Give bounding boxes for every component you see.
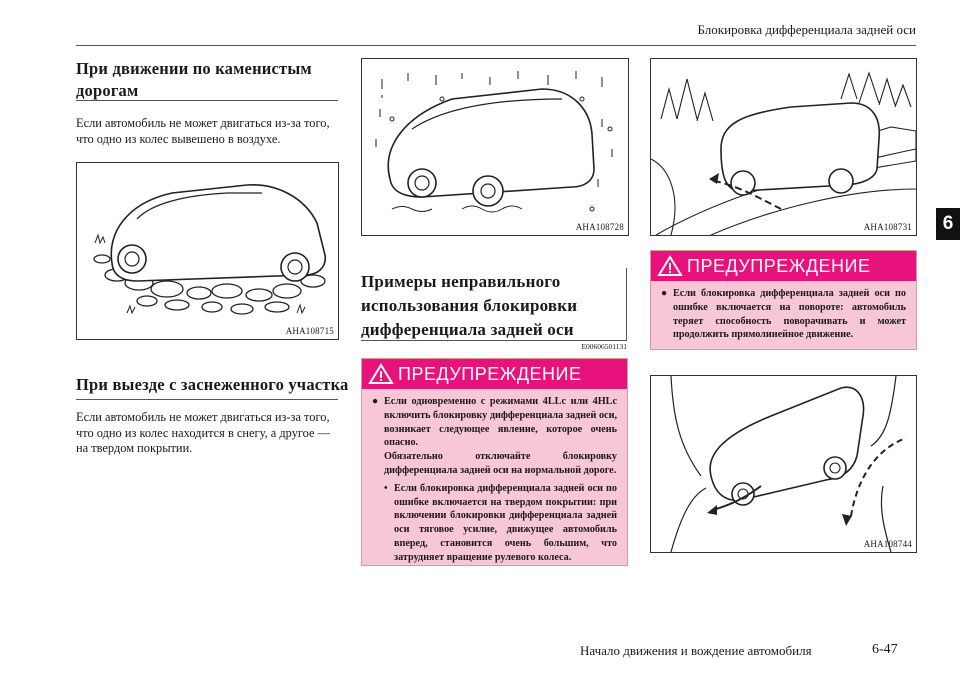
warning-triangle-icon	[657, 255, 683, 277]
misuse-examples-vrule	[626, 268, 627, 340]
warning-item	[661, 287, 906, 342]
snow-car-figure	[361, 58, 629, 236]
warning-paragraph: Обязательно отключайте блокировку дифференциала задней оси на нормальной дороге.	[384, 451, 617, 476]
snowy-exit-heading: При выезде с заснеженного участка	[76, 375, 349, 394]
figure-code: AHA108728	[575, 222, 624, 232]
figure-code: AHA108715	[285, 326, 334, 336]
chapter-tab: 6	[936, 208, 960, 240]
reference-code: E00606501131	[581, 342, 627, 351]
warning-turn-body	[661, 287, 906, 342]
rocky-roads-rule	[76, 100, 338, 101]
car-on-rocks-illustration	[77, 163, 338, 339]
warning-paragraph: Если одновременно с режимами 4LLc или 4HLc включить блокировку дифференциала задней оси, возникает следующее явление, которое очень опасно.	[384, 396, 617, 449]
warning-sub-text: Если блокировка дифференциала задней оси по ошибке включается на твердом покрытии: при включении блокировки дифференциала задней оси тяговое усилие, движущее автомобиль вперед, становится очень большим, что затрудняет вращение рулевого колеса.	[394, 482, 617, 563]
mountain-turn-figure	[650, 58, 917, 236]
bullet-icon: ●	[372, 396, 379, 407]
warning-item	[372, 395, 617, 565]
car-turning-on-mountain-road-illustration	[651, 59, 916, 235]
footer-section-title: Начало движения и вождение автомобиля	[580, 643, 812, 658]
warning-main-body	[372, 395, 617, 565]
rocky-roads-heading: При движении по каменистым дорогам	[76, 59, 312, 100]
warning-title: ПРЕДУПРЕЖДЕНИЕ	[398, 363, 582, 384]
running-header: Блокировка дифференциала задней оси	[697, 22, 916, 37]
warning-triangle-icon	[368, 363, 394, 385]
warning-paragraph: Если блокировка дифференциала задней оси по ошибке включается на повороте: автомобиль теряет способность поворачивать и может продолжить прямолинейное движение.	[673, 288, 906, 341]
snowy-exit-text: Если автомобиль не может двигаться из-за того, что одно из колес находится в снегу, а другое — на твердом покрытии.	[76, 410, 331, 455]
warning-sub-item	[384, 482, 617, 565]
warning-box-turn	[650, 250, 917, 350]
snowy-exit-rule	[76, 399, 338, 400]
rocky-road-figure	[76, 162, 339, 340]
misuse-examples-heading: Примеры неправильного использования блокировки дифференциала задней оси	[361, 272, 578, 339]
header-rule	[76, 45, 916, 46]
warning-title: ПРЕДУПРЕЖДЕНИЕ	[687, 255, 871, 276]
misuse-examples-rule	[361, 340, 627, 341]
warning-box-main	[361, 358, 628, 566]
figure-code: AHA108731	[863, 222, 912, 232]
intersection-turn-figure	[650, 375, 917, 553]
car-in-snow-illustration	[362, 59, 628, 235]
bullet-icon: ●	[661, 288, 668, 299]
warning-header	[651, 251, 916, 281]
car-at-intersection-illustration	[651, 376, 916, 552]
figure-code: AHA108744	[863, 539, 912, 549]
sub-bullet-icon: •	[384, 482, 388, 494]
warning-header	[362, 359, 627, 389]
rocky-roads-text: Если автомобиль не может двигаться из-за того, что одно из колес вывешено в воздухе.	[76, 116, 330, 146]
page-number: 6-47	[872, 642, 898, 657]
